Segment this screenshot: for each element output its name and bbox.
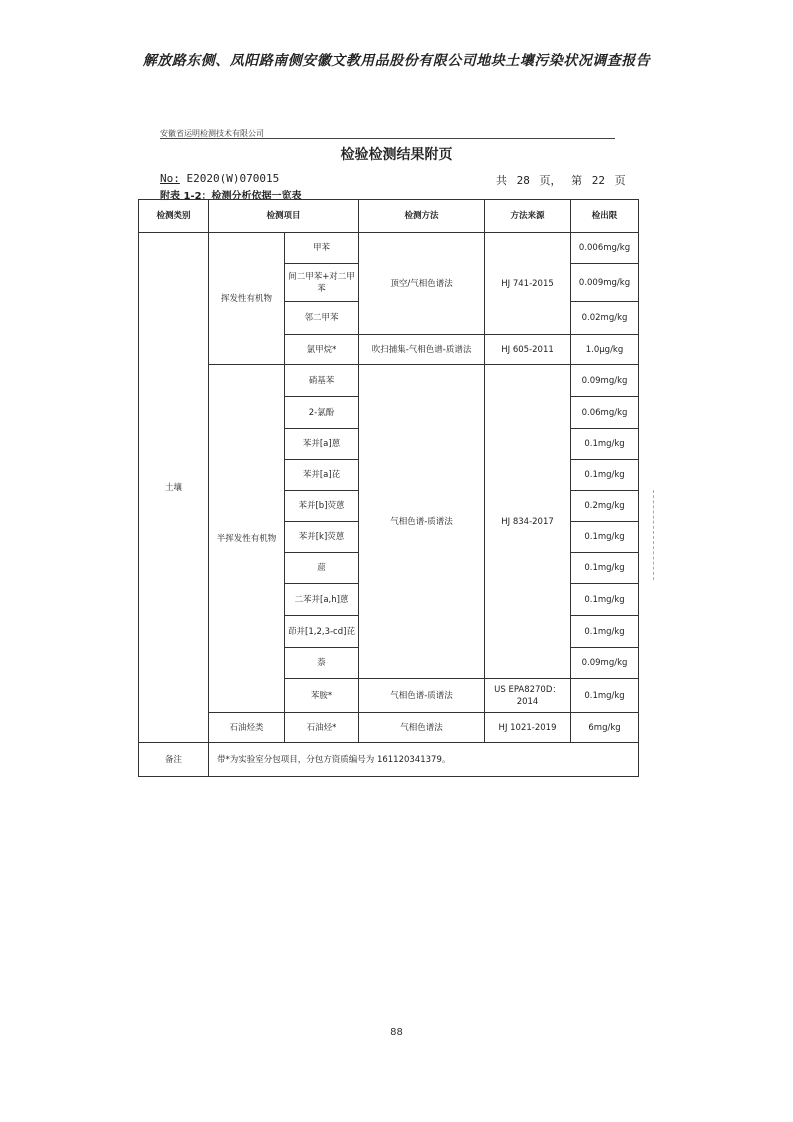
item-cell: 苯胺*	[285, 679, 359, 713]
limit-cell: 0.1mg/kg	[571, 584, 639, 616]
source-cell: HJ 605-2011	[485, 335, 571, 365]
item-cell: 萘	[285, 648, 359, 679]
document-title: 检验检测结果附页	[340, 147, 453, 163]
limit-cell: 1.0μg/kg	[571, 335, 639, 365]
source-cell: HJ 1021-2019	[485, 713, 571, 743]
limit-cell: 6mg/kg	[571, 713, 639, 743]
header-divider	[160, 138, 615, 139]
item-cell: 硝基苯	[285, 365, 359, 397]
scan-edge-mark	[653, 490, 660, 580]
category-cell: 土壤	[139, 233, 209, 743]
limit-cell: 0.006mg/kg	[571, 233, 639, 264]
item-cell: 苯并[k]荧蒽	[285, 522, 359, 553]
table-row	[139, 713, 639, 743]
item-cell: 石油烃*	[285, 713, 359, 743]
header-limit: 检出限	[571, 200, 639, 233]
item-cell: 氯甲烷*	[285, 335, 359, 365]
source-cell: HJ 741-2015	[485, 233, 571, 335]
limit-cell: 0.1mg/kg	[571, 616, 639, 648]
table-row	[139, 365, 639, 397]
item-cell: 2-氯酚	[285, 397, 359, 429]
limit-cell: 0.1mg/kg	[571, 460, 639, 491]
item-cell: 间二甲苯+对二甲苯	[285, 264, 359, 302]
source-cell: HJ 834-2017	[485, 365, 571, 679]
item-cell: 甲苯	[285, 233, 359, 264]
method-cell: 顶空/气相色谱法	[359, 233, 485, 335]
item-cell: 邻二甲苯	[285, 302, 359, 335]
limit-cell: 0.1mg/kg	[571, 679, 639, 713]
limit-cell: 0.009mg/kg	[571, 264, 639, 302]
notes-row	[139, 743, 639, 777]
header-item: 检测项目	[209, 200, 359, 233]
group-cell-voc: 挥发性有机物	[209, 233, 285, 365]
limit-cell: 0.1mg/kg	[571, 522, 639, 553]
item-cell: 茚并[1,2,3-cd]芘	[285, 616, 359, 648]
limit-cell: 0.2mg/kg	[571, 491, 639, 522]
method-cell: 气相色谱-质谱法	[359, 365, 485, 679]
method-cell: 气相色谱-质谱法	[359, 679, 485, 713]
page-number: 88	[390, 1027, 403, 1038]
item-cell: 苯并[b]荧蒽	[285, 491, 359, 522]
limit-cell: 0.02mg/kg	[571, 302, 639, 335]
limit-cell: 0.09mg/kg	[571, 648, 639, 679]
company-name: 安徽省运明检测技术有限公司	[160, 129, 264, 138]
item-cell: 䓛	[285, 553, 359, 584]
page-count: 共 28 页， 第 22 页	[496, 174, 626, 187]
notes-text: 带*为实验室分包项目，分包方资质编号为 161120341379。	[209, 743, 639, 777]
limit-cell: 0.1mg/kg	[571, 553, 639, 584]
item-cell: 苯并[a]芘	[285, 460, 359, 491]
header-method: 检测方法	[359, 200, 485, 233]
report-number	[160, 172, 279, 185]
method-cell: 气相色谱法	[359, 713, 485, 743]
analysis-basis-table	[138, 199, 639, 777]
group-cell-svoc: 半挥发性有机物	[209, 365, 285, 713]
item-cell: 二苯并[a,h]蒽	[285, 584, 359, 616]
notes-label: 备注	[139, 743, 209, 777]
method-cell: 吹扫捕集-气相色谱-质谱法	[359, 335, 485, 365]
table-header-row	[139, 200, 639, 233]
report-number-value: E2020(W)070015	[186, 172, 280, 185]
table-title: 附表 1-2：检测分析依据一览表	[160, 191, 302, 202]
header-category: 检测类别	[139, 200, 209, 233]
source-cell: US EPA8270D：2014	[485, 679, 571, 713]
limit-cell: 0.09mg/kg	[571, 365, 639, 397]
limit-cell: 0.06mg/kg	[571, 397, 639, 429]
header-source: 方法来源	[485, 200, 571, 233]
limit-cell: 0.1mg/kg	[571, 429, 639, 460]
table-row	[139, 233, 639, 264]
report-number-label: No:	[160, 172, 180, 185]
group-cell-tph: 石油烃类	[209, 713, 285, 743]
report-running-header: 解放路东侧、凤阳路南侧安徽文教用品股份有限公司地块土壤污染状况调查报告	[142, 53, 651, 69]
item-cell: 苯并[a]蒽	[285, 429, 359, 460]
